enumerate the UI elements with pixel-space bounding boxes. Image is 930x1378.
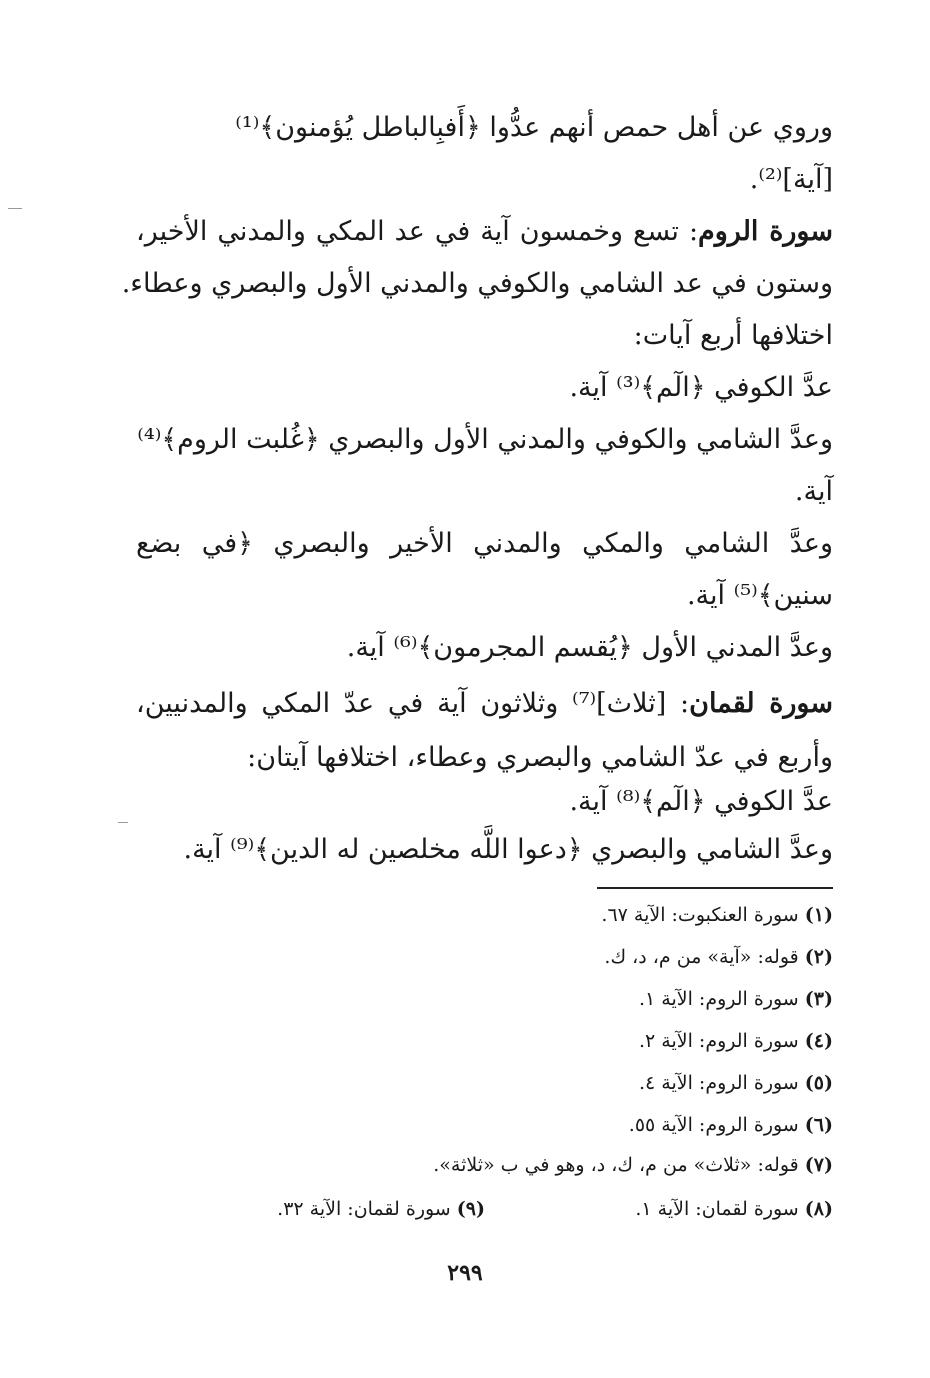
body-line: وأربع في عدّ الشامي والبصري وعطاء، اختلافها آيتان: [247, 742, 833, 773]
body-line: آية. [794, 476, 833, 507]
body-line: وروي عن أهل حمص أنهم عدُّوا ﴿أَفبِالباطل يُؤمنون﴾⁽¹⁾ [235, 112, 833, 143]
margin-mark [118, 822, 128, 823]
body-line: اختلافها أربع آيات: [633, 320, 833, 351]
body-line: سنين﴾⁽⁵⁾ آية. [686, 580, 833, 611]
footnote: (٣) سورة الروم: الآية ١. [639, 988, 833, 1010]
footnote: (٥) سورة الروم: الآية ٤. [639, 1072, 833, 1094]
body-line: وعدَّ الشامي والمكي والمدني الأخير والبصري ﴿في بضع [136, 528, 833, 559]
body-line: عدَّ الكوفي ﴿الٓم﴾⁽³⁾ آية. [569, 372, 833, 403]
footnote: (٦) سورة الروم: الآية ٥٥. [628, 1114, 833, 1136]
body-line: وعدَّ الشامي والكوفي والمدني الأول والبصري ﴿غُلبت الروم﴾⁽⁴⁾ [137, 424, 833, 455]
page-number: ٢٩٩ [447, 1260, 483, 1286]
body-line: وستون في عد الشامي والكوفي والمدني الأول والبصري وعطاء. [121, 268, 833, 299]
margin-mark [8, 208, 22, 209]
body-line: وعدَّ الشامي والبصري ﴿دعوا اللَّه مخلصين له الدين﴾⁽⁹⁾ آية. [183, 834, 833, 865]
body-line: [آية]⁽²⁾. [749, 164, 833, 195]
surah-heading-line: سورة لقمان: [ثلاث]⁽⁷⁾ وثلاثون آية في عدّ المكي والمدنيين، [136, 688, 833, 719]
footnote: (٢) قوله: «آية» من م، د، ك. [604, 946, 833, 968]
surah-heading-line: سورة الروم: تسع وخمسون آية في عد المكي والمدني الأخير، [136, 216, 833, 247]
footnote: (١) سورة العنكبوت: الآية ٦٧. [601, 904, 833, 926]
footnote: (٤) سورة الروم: الآية ٢. [639, 1030, 833, 1052]
footnote: (٩) سورة لقمان: الآية ٣٢. [277, 1198, 485, 1220]
footnote: (٨) سورة لقمان: الآية ١. [635, 1198, 833, 1220]
body-line: وعدَّ المدني الأول ﴿يُقسم المجرمون﴾⁽⁶⁾ آية. [346, 632, 833, 663]
body-line: عدَّ الكوفي ﴿الٓم﴾⁽⁸⁾ آية. [569, 786, 833, 817]
footnote: (٧) قوله: «ثلاث» من م، ك، د، وهو في ب «ثلاثة». [433, 1154, 833, 1176]
footnote-rule [597, 887, 833, 889]
